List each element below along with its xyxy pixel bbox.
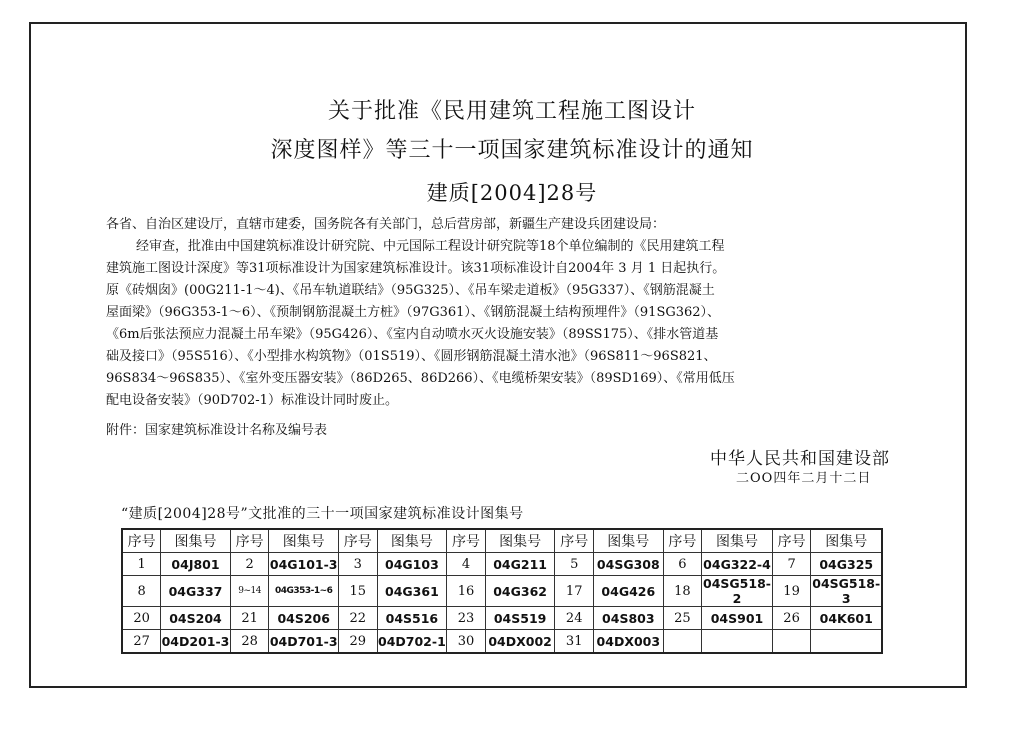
- seq-cell: 9~14: [230, 576, 269, 607]
- header-seq: 序号: [338, 529, 377, 553]
- seq-cell: 31: [555, 630, 594, 654]
- header-seq: 序号: [230, 529, 269, 553]
- code-cell: 04S901: [702, 607, 772, 630]
- code-cell: 04SG518-3: [812, 576, 881, 606]
- code-cell: 04S803: [594, 607, 663, 630]
- seq-cell: 3: [338, 553, 377, 576]
- table-row: [122, 553, 882, 576]
- code-cell: 04D201-3: [161, 630, 230, 654]
- code-cell: 04S516: [377, 607, 446, 630]
- code-cell: 04G322-4: [702, 553, 772, 576]
- header-seq: 序号: [447, 529, 486, 553]
- header-seq: 序号: [772, 529, 811, 553]
- code-cell: 04K601: [811, 607, 882, 630]
- seq-cell: 22: [338, 607, 377, 630]
- header-code: 图集号: [811, 529, 882, 553]
- body-line: 经审查，批准由中国建筑标准设计研究院、中元国际工程设计研究院等18个单位编制的《民用建筑工程: [136, 239, 725, 254]
- code-cell: 04D702-1: [377, 630, 446, 654]
- code-cell: 04G361: [377, 576, 446, 607]
- header-code: 图集号: [485, 529, 554, 553]
- code-cell: 04G325: [811, 553, 882, 576]
- seq-cell: [772, 630, 811, 654]
- seq-cell: 25: [663, 607, 702, 630]
- code-cell: 04SG518-2: [703, 576, 771, 606]
- code-cell: 04G362: [485, 576, 554, 607]
- code-cell: [811, 630, 882, 654]
- seq-cell: 1: [122, 553, 161, 576]
- table-row: [122, 607, 882, 630]
- header-seq: 序号: [122, 529, 161, 553]
- seq-cell: 5: [555, 553, 594, 576]
- code-cell: 04G426: [594, 576, 663, 607]
- seq-cell: 28: [230, 630, 269, 654]
- code-cell: 04SG308: [594, 553, 663, 576]
- code-cell: 04S519: [485, 607, 554, 630]
- atlas-code-table: [121, 528, 883, 654]
- body-line: 屋面梁》（96G353-1～6）、《预制钢筋混凝土方桩》（97G361）、《钢筋混凝土结构预埋件》（91SG362）、: [106, 305, 721, 320]
- header-code: 图集号: [377, 529, 446, 553]
- code-cell: [702, 630, 772, 654]
- seq-cell: 17: [555, 576, 594, 607]
- body-line: 础及接口》（95S516）、《小型排水构筑物》（01S519）、《圆形钢筋混凝土清水池》（96S811～96S821、: [106, 349, 717, 364]
- issue-date: 二OO四年二月十二日: [736, 471, 872, 486]
- document-number: 建质[2004]28号: [426, 181, 598, 205]
- seq-cell: 29: [338, 630, 377, 654]
- seq-cell: 7: [772, 553, 811, 576]
- code-cell: 04G353-1~6: [269, 576, 338, 607]
- seq-cell: 16: [447, 576, 486, 607]
- seq-cell: 6: [663, 553, 702, 576]
- header-code: 图集号: [702, 529, 772, 553]
- seq-cell: 8: [122, 576, 161, 607]
- seq-cell: 20: [122, 607, 161, 630]
- seq-cell: 24: [555, 607, 594, 630]
- body-line: 建筑施工图设计深度》等31项标准设计为国家建筑标准设计。该31项标准设计自2004年 3 月 1 日起执行。: [106, 261, 726, 276]
- code-cell: 04D701-3: [269, 630, 338, 654]
- table-caption: “建质[2004]28号”文批准的三十一项国家建筑标准设计图集号: [121, 506, 524, 522]
- code-cell: 04G337: [161, 576, 230, 607]
- seq-cell: 21: [230, 607, 269, 630]
- seq-cell: [663, 630, 702, 654]
- title-line-2: 深度图样》等三十一项国家建筑标准设计的通知: [270, 138, 754, 163]
- code-cell: 04G101-3: [269, 553, 338, 576]
- header-seq: 序号: [663, 529, 702, 553]
- header-code: 图集号: [161, 529, 230, 553]
- seq-cell: 19: [772, 576, 811, 607]
- body-line: 各省、自治区建设厅，直辖市建委，国务院各有关部门，总后营房部，新疆生产建设兵团建设局：: [106, 217, 666, 232]
- body-line: 96S834～96S835）、《室外变压器安装》（86D265、86D266）、《电缆桥架安装》（89SD169）、《常用低压: [106, 371, 735, 386]
- seq-cell: 30: [447, 630, 486, 654]
- code-cell: 04G103: [377, 553, 446, 576]
- seq-cell: 15: [338, 576, 377, 607]
- table-header-row: [122, 529, 882, 553]
- seq-cell: 27: [122, 630, 161, 654]
- code-cell: 04S206: [269, 607, 338, 630]
- body-line: 配电设备安装》（90D702-1）标准设计同时废止。: [106, 393, 398, 408]
- table-row: [122, 576, 882, 607]
- code-cell: 04J801: [161, 553, 230, 576]
- title-line-1: 关于批准《民用建筑工程施工图设计: [327, 99, 696, 124]
- header-code: 图集号: [594, 529, 663, 553]
- code-cell: 04S204: [161, 607, 230, 630]
- seq-cell: 18: [663, 576, 702, 607]
- code-cell: 04DX002: [485, 630, 554, 654]
- table-body: [122, 529, 882, 653]
- header-seq: 序号: [555, 529, 594, 553]
- seq-cell: 4: [447, 553, 486, 576]
- code-cell: 04DX003: [594, 630, 663, 654]
- issuer-signature: 中华人民共和国建设部: [710, 449, 890, 469]
- body-line: 《6m后张法预应力混凝土吊车梁》（95G426）、《室内自动喷水灭火设施安装》（89SS175）、《排水管道基: [106, 327, 719, 342]
- attachment-note: 附件：国家建筑标准设计名称及编号表: [106, 423, 328, 438]
- body-line: 原《砖烟囱》(00G211-1～4)、《吊车轨道联结》（95G325）、《吊车梁走道板》（95G337）、《钢筋混凝土: [106, 283, 715, 298]
- seq-cell: 23: [447, 607, 486, 630]
- header-code: 图集号: [269, 529, 338, 553]
- code-cell: 04G211: [485, 553, 554, 576]
- table-row: [122, 630, 882, 654]
- seq-cell: 26: [772, 607, 811, 630]
- seq-cell: 2: [230, 553, 269, 576]
